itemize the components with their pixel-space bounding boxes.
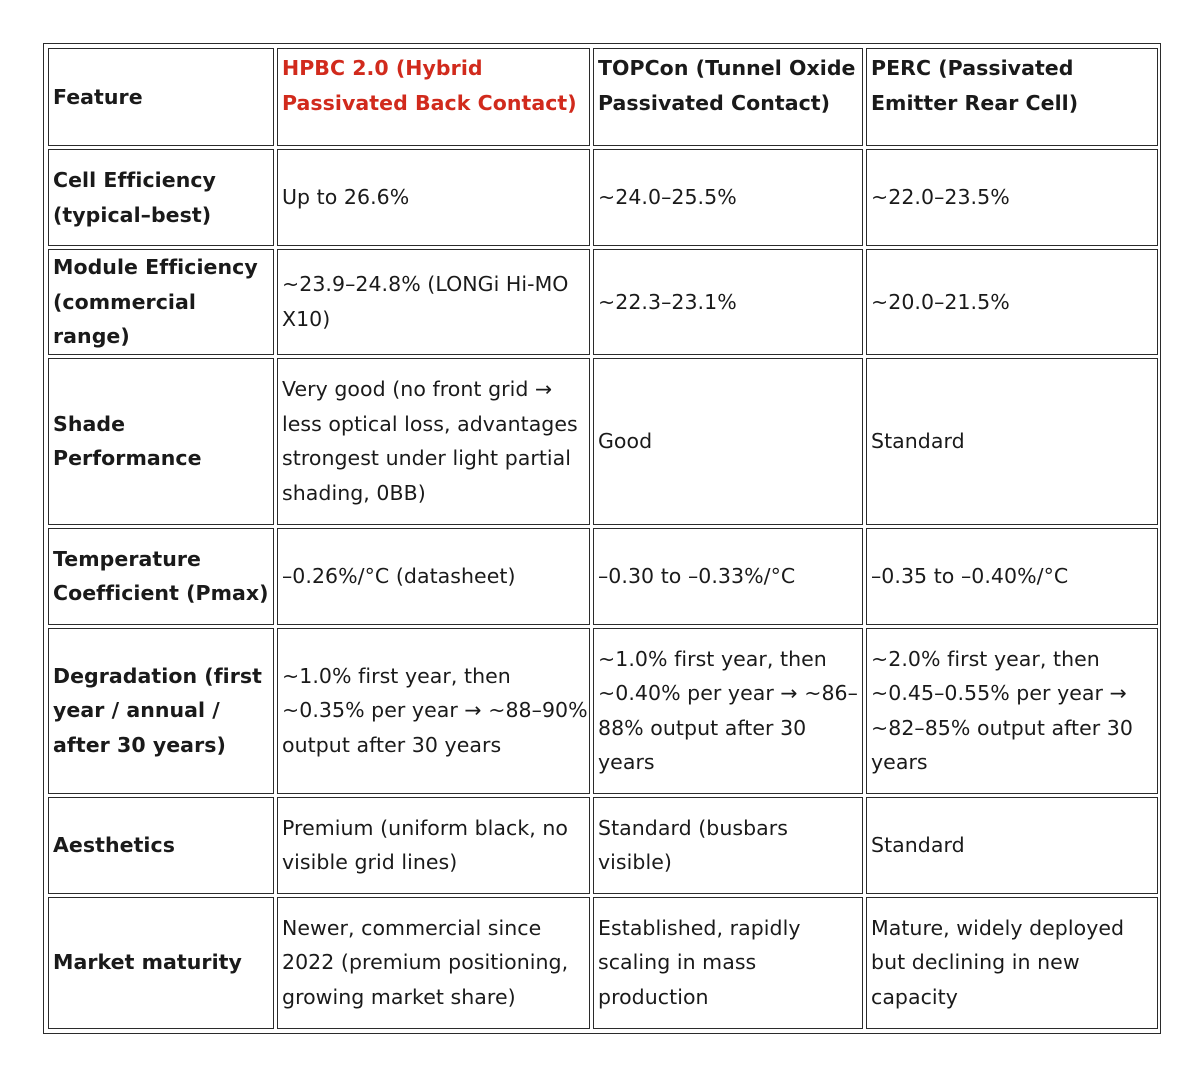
solar-cell-comparison-table: [45, 45, 1161, 1032]
cell-perc: –0.35 to –0.40%/°C: [866, 528, 1158, 625]
table-row: [48, 149, 1158, 246]
row-feature: Temperature Coefficient (Pmax): [48, 528, 274, 625]
row-feature: Shade Performance: [48, 358, 274, 525]
cell-perc: Standard: [866, 797, 1158, 894]
cell-hpbc: ~1.0% first year, then ~0.35% per year → ~88–90% output after 30 years: [277, 628, 590, 794]
table-row: [48, 358, 1158, 525]
cell-perc: ~22.0–23.5%: [866, 149, 1158, 246]
cell-topcon: ~22.3–23.1%: [593, 249, 863, 355]
cell-perc: ~20.0–21.5%: [866, 249, 1158, 355]
cell-topcon: Good: [593, 358, 863, 525]
table-row: [48, 797, 1158, 894]
table-row: [48, 897, 1158, 1029]
cell-hpbc: ~23.9–24.8% (LONGi Hi-MO X10): [277, 249, 590, 355]
cell-hpbc: Newer, commercial since 2022 (premium positioning, growing market share): [277, 897, 590, 1029]
cell-hpbc: Very good (no front grid → less optical loss, advantages strongest under light partial shading, 0BB): [277, 358, 590, 525]
row-feature: Degradation (first year / annual / after 30 years): [48, 628, 274, 794]
table-row: [48, 528, 1158, 625]
row-feature: Aesthetics: [48, 797, 274, 894]
table-row: [48, 249, 1158, 355]
header-hpbc-label: HPBC 2.0 (Hybrid Passivated Back Contact): [282, 56, 577, 115]
cell-perc: ~2.0% first year, then ~0.45–0.55% per year → ~82–85% output after 30 years: [866, 628, 1158, 794]
cell-topcon: ~24.0–25.5%: [593, 149, 863, 246]
cell-hpbc: Up to 26.6%: [277, 149, 590, 246]
header-perc-label: PERC (Passivated Emitter Rear Cell): [871, 56, 1079, 115]
header-topcon-label: TOPCon (Tunnel Oxide Passivated Contact): [598, 56, 856, 115]
row-feature: Cell Efficiency (typical–best): [48, 149, 274, 246]
row-feature: Module Efficiency (commercial range): [48, 249, 274, 355]
cell-perc: Mature, widely deployed but declining in new capacity: [866, 897, 1158, 1029]
cell-topcon: –0.30 to –0.33%/°C: [593, 528, 863, 625]
cell-topcon: Standard (busbars visible): [593, 797, 863, 894]
cell-topcon: Established, rapidly scaling in mass production: [593, 897, 863, 1029]
header-topcon: [593, 48, 863, 146]
cell-topcon: ~1.0% first year, then ~0.40% per year → ~86–88% output after 30 years: [593, 628, 863, 794]
table-header-row: [48, 48, 1158, 146]
row-feature: Market maturity: [48, 897, 274, 1029]
header-hpbc: [277, 48, 590, 146]
cell-hpbc: –0.26%/°C (datasheet): [277, 528, 590, 625]
table-row: [48, 628, 1158, 794]
header-feature: Feature: [48, 48, 274, 146]
header-perc: [866, 48, 1158, 146]
cell-hpbc: Premium (uniform black, no visible grid lines): [277, 797, 590, 894]
comparison-table-frame: [43, 43, 1161, 1034]
cell-perc: Standard: [866, 358, 1158, 525]
